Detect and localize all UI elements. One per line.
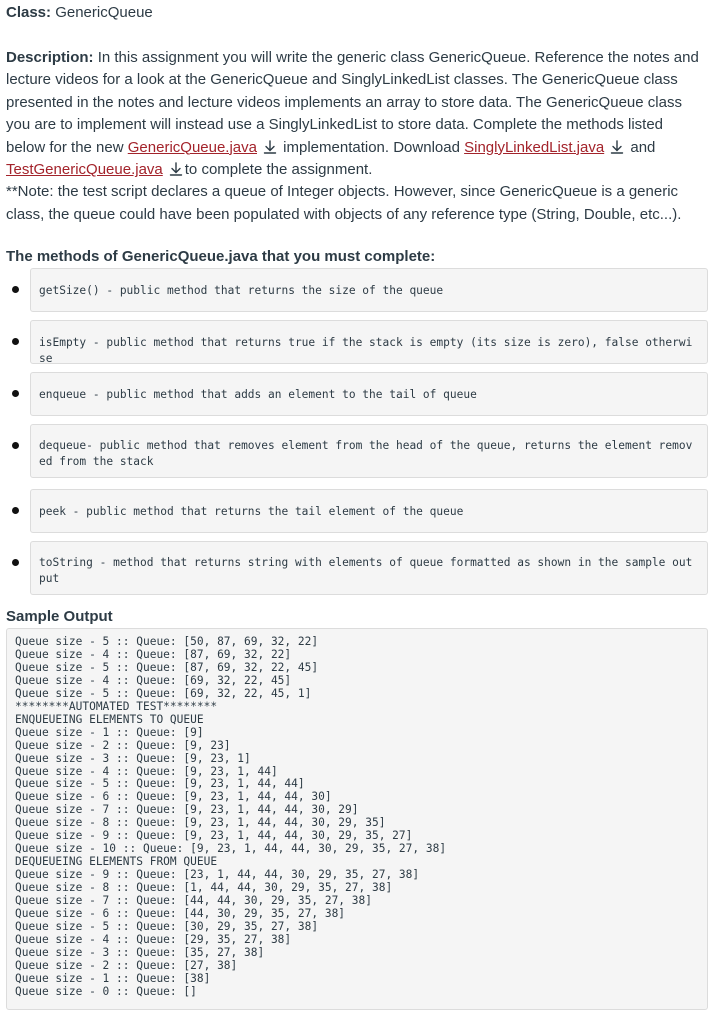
method-code: isEmpty - public method that returns true if the stack is empty (its size is zero), false otherwise xyxy=(30,320,708,364)
sample-output-line: Queue size - 1 :: Queue: [9] xyxy=(15,725,204,739)
bullet-icon xyxy=(12,338,19,345)
method-code: getSize() - public method that returns the size of the queue xyxy=(30,268,708,312)
sample-output-line: Queue size - 4 :: Queue: [69, 32, 22, 45] xyxy=(15,673,292,687)
sample-output-line: Queue size - 4 :: Queue: [87, 69, 32, 22] xyxy=(15,647,292,661)
description-text-2: implementation. Download xyxy=(283,138,460,156)
method-code: dequeue- public method that removes element from the head of the queue, returns the element removed from the stack xyxy=(30,424,708,478)
sample-output-line: Queue size - 5 :: Queue: [69, 32, 22, 45, 1] xyxy=(15,686,312,700)
bullet-icon xyxy=(12,442,19,449)
sample-output-line: ENQUEUEING ELEMENTS TO QUEUE xyxy=(15,712,204,726)
class-line xyxy=(6,4,153,21)
singlylinkedlist-link[interactable]: SinglyLinkedList.java xyxy=(464,138,605,156)
sample-output-line: Queue size - 3 :: Queue: [35, 27, 38] xyxy=(15,945,265,959)
sample-output-line: Queue size - 8 :: Queue: [1, 44, 44, 30, 29, 35, 27, 38] xyxy=(15,881,393,895)
download-icon[interactable] xyxy=(169,162,183,176)
description-note: **Note: the test script declares a queue of Integer objects. However, since GenericQueue is a generic class, the queue could have been populated with objects of any reference type (String, Double, etc...). xyxy=(6,183,682,223)
sample-output-block xyxy=(6,628,708,1010)
method-code: enqueue - public method that adds an element to the tail of queue xyxy=(30,372,708,416)
class-name: GenericQueue xyxy=(55,4,153,21)
download-icon[interactable] xyxy=(263,140,277,154)
description-text: In this assignment you will write the generic class GenericQueue. Reference the notes and lecture videos for a look at the GenericQueue and SinglyLinkedList classes. The GenericQueue class presented in the notes and lecture videos implements an array to store data. The GenericQueue class you are to implement will instead use a SinglyLinkedList to store data. Complete the methods listed below for the new xyxy=(6,49,699,156)
sample-output-line: Queue size - 7 :: Queue: [9, 23, 1, 44, 44, 30, 29] xyxy=(15,803,359,817)
class-label: Class: xyxy=(6,4,52,21)
method-code: peek - public method that returns the tail element of the queue xyxy=(30,489,708,533)
bullet-icon xyxy=(12,559,19,566)
sample-output-line: Queue size - 2 :: Queue: [27, 38] xyxy=(15,958,238,972)
genericqueue-link[interactable]: GenericQueue.java xyxy=(127,138,257,156)
sample-output-line: Queue size - 5 :: Queue: [87, 69, 32, 22, 45] xyxy=(15,660,319,674)
sample-output-line: Queue size - 2 :: Queue: [9, 23] xyxy=(15,738,231,752)
sample-output-line: Queue size - 3 :: Queue: [9, 23, 1] xyxy=(15,751,251,765)
description-label: Description: xyxy=(6,49,94,66)
sample-output-line: Queue size - 5 :: Queue: [9, 23, 1, 44, 44] xyxy=(15,777,305,791)
bullet-icon xyxy=(12,507,19,514)
method-code: toString - method that returns string with elements of queue formatted as shown in the sample output xyxy=(30,541,708,595)
sample-output-line: Queue size - 5 :: Queue: [30, 29, 35, 27, 38] xyxy=(15,919,319,933)
description xyxy=(6,47,706,226)
description-text-4: to complete the assignment. xyxy=(184,161,373,179)
sample-output-line: Queue size - 10 :: Queue: [9, 23, 1, 44, 44, 30, 29, 35, 27, 38] xyxy=(15,842,447,856)
bullet-icon xyxy=(12,390,19,397)
sample-output-line: Queue size - 0 :: Queue: [] xyxy=(15,984,197,998)
sample-output-line: Queue size - 5 :: Queue: [50, 87, 69, 32, 22] xyxy=(15,635,319,648)
bullet-icon xyxy=(12,286,19,293)
sample-output-line: Queue size - 7 :: Queue: [44, 44, 30, 29, 35, 27, 38] xyxy=(15,894,372,908)
sample-output-line: Queue size - 4 :: Queue: [9, 23, 1, 44] xyxy=(15,764,278,778)
sample-output-line: Queue size - 1 :: Queue: [38] xyxy=(15,971,211,985)
sample-output-heading: Sample Output xyxy=(6,608,113,625)
sample-output-line: DEQUEUEING ELEMENTS FROM QUEUE xyxy=(15,855,218,869)
sample-output-line: Queue size - 4 :: Queue: [29, 35, 27, 38] xyxy=(15,932,292,946)
sample-output-line: Queue size - 9 :: Queue: [9, 23, 1, 44, 44, 30, 29, 35, 27] xyxy=(15,829,413,843)
download-icon[interactable] xyxy=(610,140,624,154)
testgenericqueue-link[interactable]: TestGenericQueue.java xyxy=(6,161,163,179)
sample-output-line: Queue size - 9 :: Queue: [23, 1, 44, 44, 30, 29, 35, 27, 38] xyxy=(15,868,420,882)
methods-heading: The methods of GenericQueue.java that you must complete: xyxy=(6,248,436,265)
sample-output-line: Queue size - 8 :: Queue: [9, 23, 1, 44, 44, 30, 29, 35] xyxy=(15,816,386,830)
sample-output-line: ********AUTOMATED TEST******** xyxy=(15,699,218,713)
description-text-3: and xyxy=(630,138,656,156)
sample-output-line: Queue size - 6 :: Queue: [9, 23, 1, 44, 44, 30] xyxy=(15,790,332,804)
sample-output-line: Queue size - 6 :: Queue: [44, 30, 29, 35, 27, 38] xyxy=(15,907,346,921)
